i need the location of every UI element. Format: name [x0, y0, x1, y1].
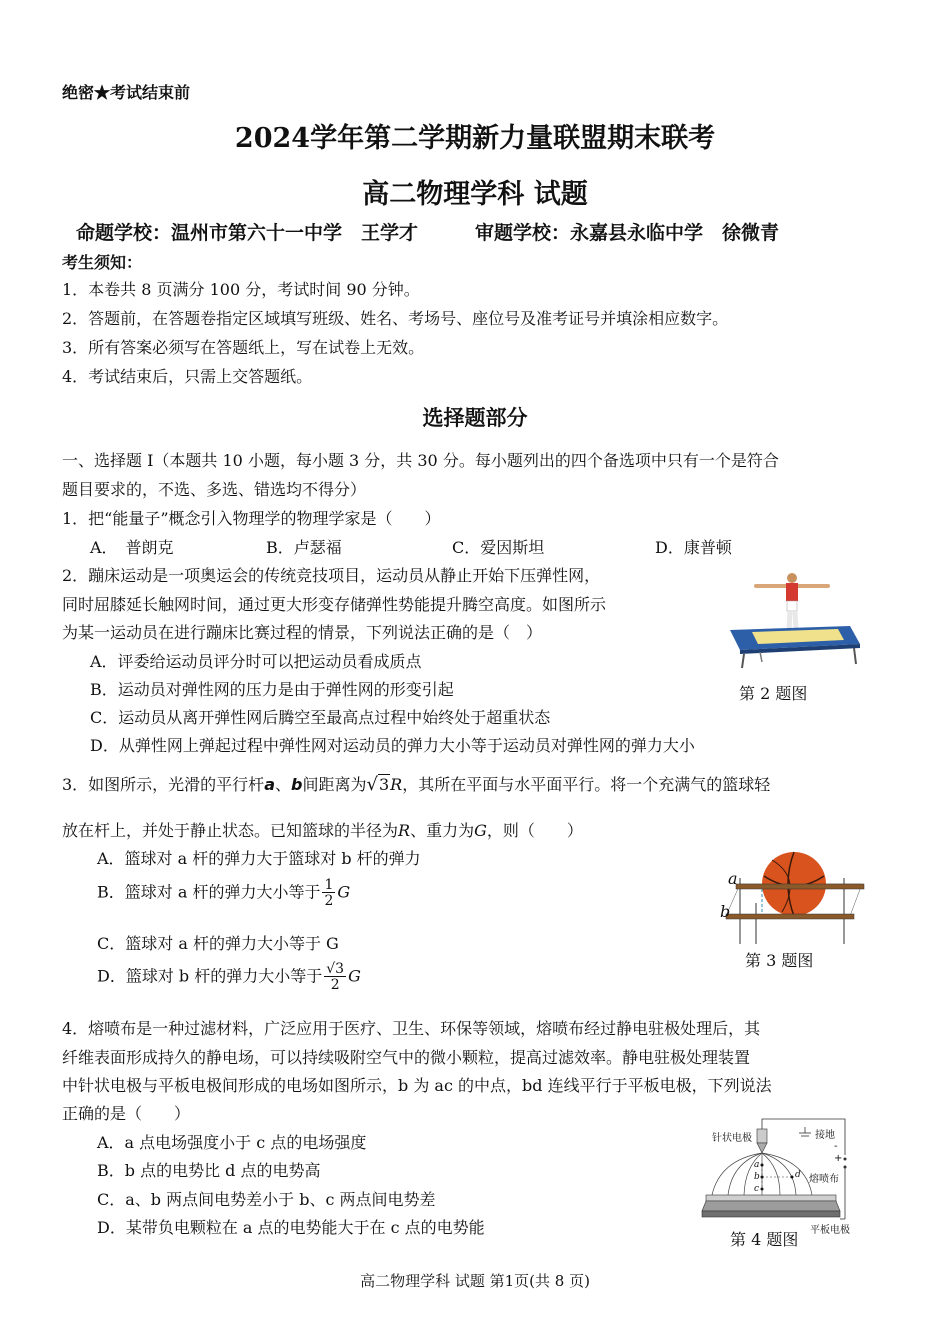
notice-item: 2．答题前，在答题卷指定区域填写班级、姓名、考场号、座位号及准考证号并填涂相应数字。: [62, 309, 729, 328]
q4-stem-line: 纤维表面形成持久的静电场，可以持续吸附空气中的微小颗粒，提高过滤效率。静电驻极处理装置: [62, 1048, 751, 1067]
meltblown-label: 熔喷布: [809, 1174, 839, 1185]
point-c-label: c: [754, 1184, 760, 1194]
q4-option-a: A．a 点电场强度小于 c 点的电场强度: [97, 1133, 367, 1152]
q3-stem-line2: 放在杆上，并处于静止状态。已知篮球的半径为R、重力为G，则（ ）: [62, 821, 583, 840]
trampoline-figure: [720, 568, 870, 678]
q4-stem-line: 4．熔喷布是一种过滤材料，广泛应用于医疗、卫生、环保等领域，熔喷布经过静电驻极处理后，其: [62, 1019, 761, 1038]
q3-option-d: D．篮球对 b 杆的弹力大小等于 $\frac{√3}{2}$ G: [97, 961, 361, 993]
figure-label-a: a: [728, 869, 738, 888]
q2-option-c: C．运动员从离开弹性网后腾空至最高点过程中始终处于超重状态: [90, 708, 551, 727]
plate-electrode-label: 平板电极: [810, 1225, 850, 1236]
part1-instructions-cont: 题目要求的，不选、多选、错选均不得分）: [62, 480, 367, 499]
notice-heading: 考生须知：: [62, 253, 143, 272]
notice-item: 1．本卷共 8 页满分 100 分，考试时间 90 分钟。: [62, 280, 420, 299]
q2-option-a: A．评委给运动员评分时可以把运动员看成质点: [90, 652, 422, 671]
q1-option-a: A． 普朗克: [90, 538, 174, 557]
q4-figure-caption: 第 4 题图: [730, 1230, 799, 1249]
notice-item: 4．考试结束后，只需上交答题纸。: [62, 367, 313, 386]
q3-stem-line1: 3．如图所示，光滑的平行杆a、b间距离为√3R，其所在平面与水平面平行。将一个充满气的篮球轻: [62, 774, 771, 795]
point-b-label: b: [754, 1172, 760, 1182]
point-a-label: a: [754, 1160, 760, 1170]
point-d-label: d: [795, 1170, 801, 1180]
exam-subtitle: 高二物理学科 试题: [362, 179, 588, 210]
q2-stem-line: 同时屈膝延长触网时间，通过更大形变存储弹性势能提升腾空高度。如图所示: [62, 595, 607, 614]
q2-option-d: D．从弹性网上弹起过程中弹性网对运动员的弹力大小等于运动员对弹性网的弹力大小: [90, 736, 695, 755]
q4-option-b: B．b 点的电势比 d 点的电势高: [97, 1161, 321, 1180]
q4-option-c: C．a、b 两点间电势差小于 b、c 两点间电势差: [97, 1190, 436, 1209]
q3-figure-caption: 第 3 题图: [745, 951, 814, 970]
q4-stem-line: 中针状电极与平板电极间形成的电场如图所示，b 为 ac 的中点，bd 连线平行于平板电极，下列说法: [62, 1076, 772, 1095]
q4-option-d: D．某带负电颗粒在 a 点的电势能大于在 c 点的电势能: [97, 1218, 485, 1237]
q1-option-d: D．康普顿: [655, 538, 732, 557]
figure-label-b: b: [720, 902, 731, 921]
q2-figure-caption: 第 2 题图: [739, 684, 808, 703]
q1-option-c: C．爱因斯坦: [452, 538, 545, 557]
q3-option-c: C．篮球对 a 杆的弹力大小等于 G: [97, 934, 339, 953]
q1-option-b: B．卢瑟福: [266, 538, 342, 557]
section-title: 选择题部分: [422, 405, 528, 430]
secret-label: 绝密★考试结束前: [62, 83, 191, 102]
page-footer: 高二物理学科 试题 第1页(共 8 页): [360, 1272, 590, 1290]
q2-option-b: B．运动员对弹性网的压力是由于弹性网的形变引起: [90, 680, 454, 699]
plus-terminal-label: +: [834, 1153, 843, 1164]
q2-stem-line: 2．蹦床运动是一项奥运会的传统竞技项目，运动员从静止开始下压弹性网，: [62, 566, 601, 585]
q3-option-a: A．篮球对 a 杆的弹力大于篮球对 b 杆的弹力: [97, 849, 421, 868]
part1-instructions: 一、选择题 I（本题共 10 小题，每小题 3 分，共 30 分。每小题列出的四个备选项中只有一个是符合: [62, 451, 779, 470]
q1-stem: 1．把“能量子”概念引入物理学的物理学家是（ ）: [62, 509, 441, 528]
basketball-figure: [722, 848, 872, 948]
authors-line: 命题学校：温州市第六十一中学 王学才 审题学校：永嘉县永临中学 徐微青: [76, 222, 780, 244]
minus-terminal-label: -: [834, 1141, 838, 1152]
q4-stem-line: 正确的是（ ）: [62, 1104, 191, 1123]
needle-electrode-label: 针状电极: [712, 1133, 752, 1144]
q2-stem-line: 为某一运动员在进行蹦床比赛过程的情景，下列说法正确的是（ ）: [62, 623, 543, 642]
ground-label: 接地: [815, 1130, 835, 1141]
q3-option-b: B．篮球对 a 杆的弹力大小等于 $\frac{1}{2}$ G: [97, 877, 351, 909]
notice-item: 3．所有答案必须写在答题纸上，写在试卷上无效。: [62, 338, 425, 357]
exam-title: 2024学年第二学期新力量联盟期末联考: [234, 123, 716, 154]
